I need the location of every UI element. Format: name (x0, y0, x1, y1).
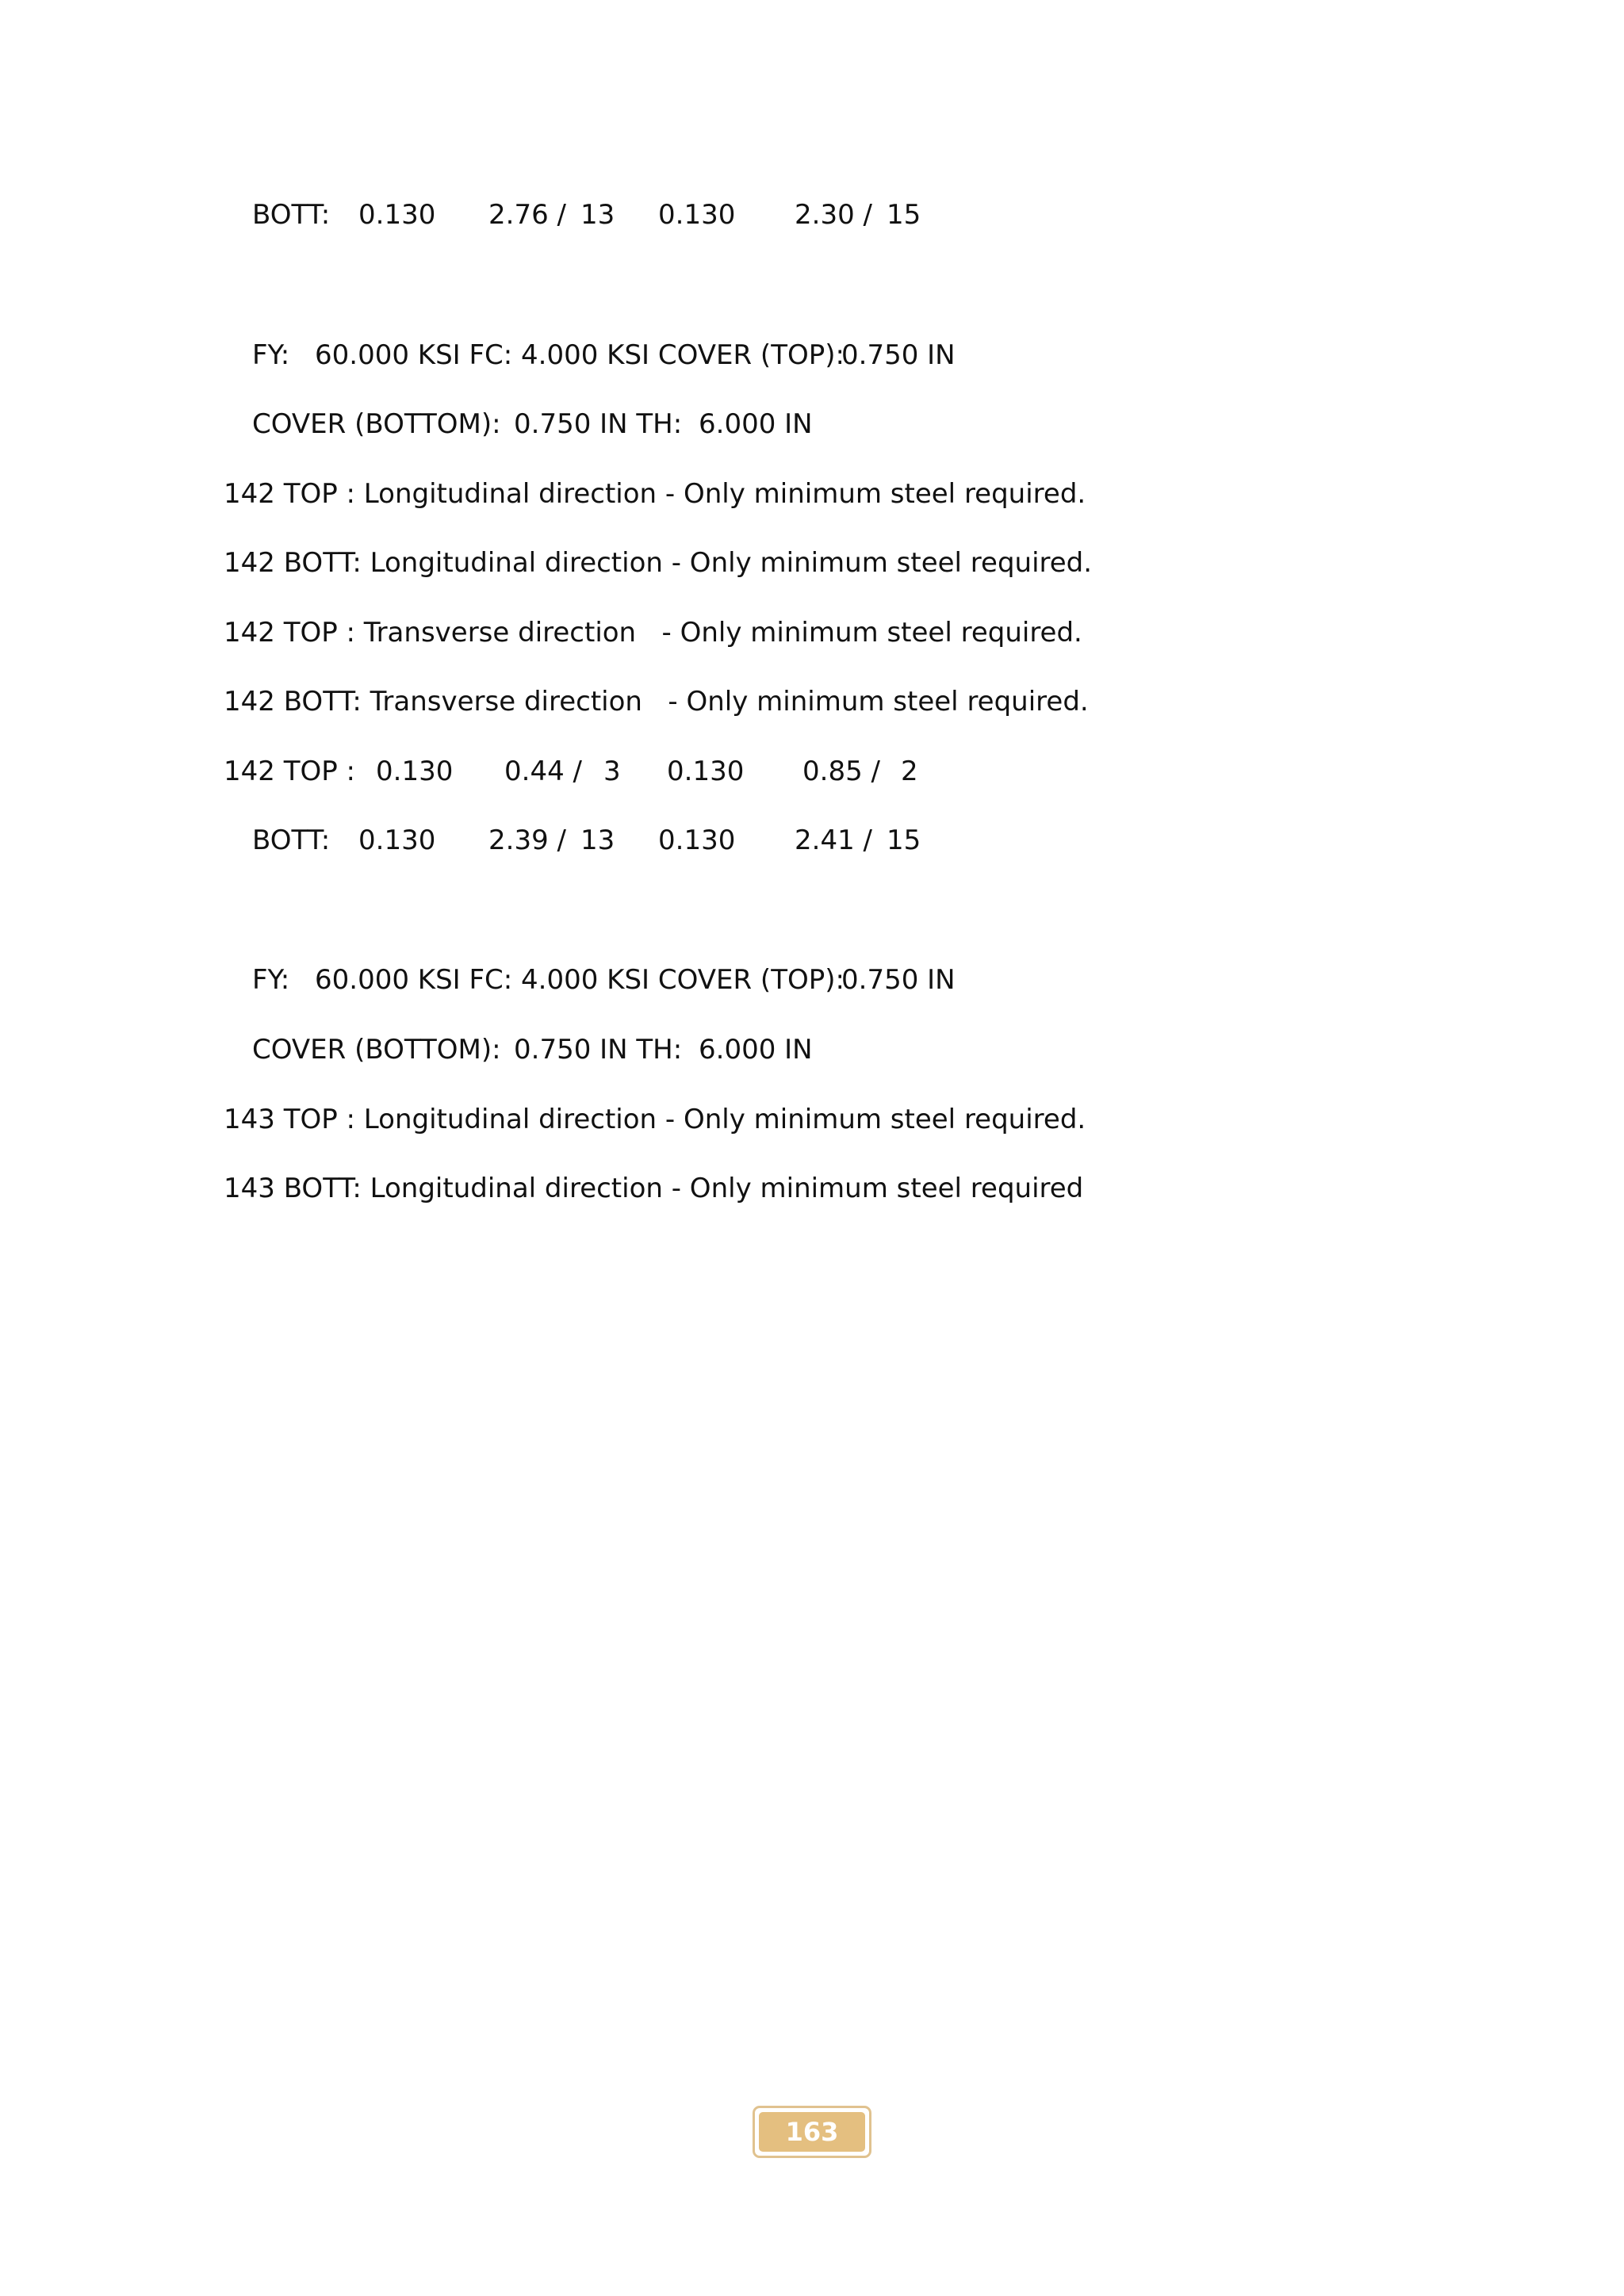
value: 2.41 / (795, 825, 872, 856)
value-fy-fc: 60.000 KSI FC: (315, 964, 513, 996)
value: 0.130 (658, 825, 736, 856)
value: 13 (580, 825, 615, 856)
page-number-badge (753, 2106, 871, 2158)
value-cover-top: 0.750 IN (841, 964, 956, 996)
value-fc-cover-top: 4.000 KSI COVER (TOP): (521, 339, 845, 371)
label-bott: BOTT: (252, 199, 331, 231)
value-cover-bottom-th: 0.750 IN TH: (514, 1034, 683, 1066)
text-line (0, 542, 1093, 584)
value: 0.130 (667, 756, 745, 787)
value-th: 6.000 IN (699, 1034, 813, 1066)
text-line (0, 612, 1082, 653)
value-fy-fc: 60.000 KSI FC: (315, 339, 513, 371)
text-content: 143 BOTT: Longitudinal direction - Only minimum steel required (224, 1173, 1084, 1204)
value: 0.85 / (802, 756, 880, 787)
value-th: 6.000 IN (699, 408, 813, 440)
value: 2 (901, 756, 918, 787)
text-line (0, 681, 1089, 722)
text-content: 142 BOTT: Longitudinal direction - Only minimum steel required. (224, 547, 1093, 579)
value: 13 (580, 199, 615, 231)
label-fy: FY: (252, 339, 290, 371)
value: 0.44 / (504, 756, 582, 787)
value: 2.76 / (488, 199, 566, 231)
label-fy: FY: (252, 964, 290, 996)
text-line (0, 473, 1086, 515)
value-cover-bottom-th: 0.750 IN TH: (514, 408, 683, 440)
value: 2.39 / (488, 825, 566, 856)
row-bott-values-142 (0, 820, 921, 861)
value: 15 (887, 199, 921, 231)
value: 0.130 (358, 825, 436, 856)
page-number: 163 (759, 2112, 865, 2152)
value: 0.130 (376, 756, 454, 787)
text-content: 142 TOP : Transverse direction - Only minimum steel required. (224, 617, 1082, 649)
label-cover-bottom: COVER (BOTTOM): (252, 408, 501, 440)
value-cover-top: 0.750 IN (841, 339, 956, 371)
value: 15 (887, 825, 921, 856)
row-top-values-142 (0, 751, 918, 792)
value: 0.130 (358, 199, 436, 231)
text-content: 143 TOP : Longitudinal direction - Only minimum steel required. (224, 1104, 1086, 1135)
text-content: 142 BOTT: Transverse direction - Only minimum steel required. (224, 686, 1089, 718)
value: 2.30 / (795, 199, 872, 231)
text-line (0, 1168, 1084, 1209)
text-line (0, 1099, 1086, 1140)
row-fy-fc-cover-top-1 (0, 335, 956, 376)
row-bott-values-141 (0, 194, 921, 235)
label-top: 142 TOP : (224, 756, 355, 787)
text-content: 142 TOP : Longitudinal direction - Only minimum steel required. (224, 478, 1086, 510)
row-cover-bottom-th-1 (0, 404, 813, 445)
label-bott: BOTT: (252, 825, 331, 856)
row-cover-bottom-th-2 (0, 1029, 813, 1070)
row-fy-fc-cover-top-2 (0, 959, 956, 1001)
value: 0.130 (658, 199, 736, 231)
value-fc-cover-top: 4.000 KSI COVER (TOP): (521, 964, 845, 996)
value: 3 (603, 756, 621, 787)
label-cover-bottom: COVER (BOTTOM): (252, 1034, 501, 1066)
